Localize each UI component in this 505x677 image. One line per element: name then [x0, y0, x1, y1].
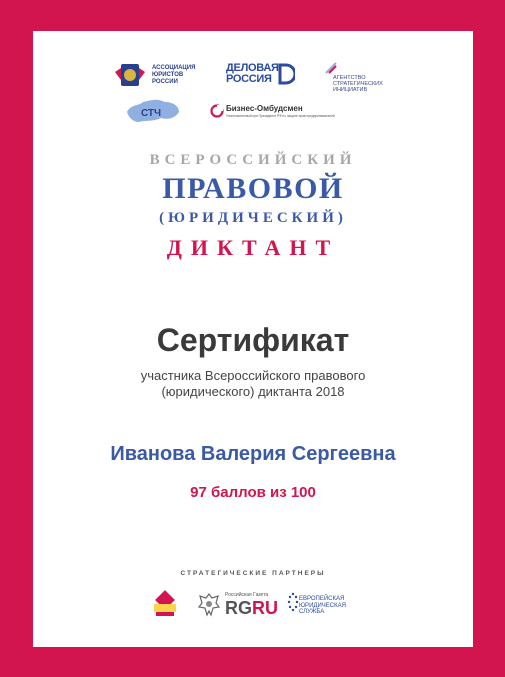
participant-score: 97 баллов из 100 — [190, 484, 316, 501]
rg-logo-rg: RG — [225, 598, 252, 618]
alr-emblem-icon — [111, 62, 149, 88]
title-line-3: (ЮРИДИЧЕСКИЙ) — [159, 210, 347, 226]
asi-logo-text: АГЕНТСТВО СТРАТЕГИЧЕСКИХ ИНИЦИАТИВ — [333, 75, 383, 93]
partner-logo-icon — [150, 590, 180, 620]
delovaya-rossiya-mark-icon — [277, 63, 295, 85]
delovaya-rossiya-logo-text: ДЕЛОВАЯ РОССИЯ — [226, 62, 279, 85]
rg-small-text: Российская Газета — [225, 592, 269, 598]
participant-name: Иванова Валерия Сергеевна — [110, 443, 396, 465]
biz-ombudsman-title: Бизнес-Омбудсмен — [226, 104, 303, 113]
biz-ombudsman-subtitle: Уполномоченный при Президенте РФ по защите прав предпринимателей — [226, 114, 335, 118]
certificate-sheet — [33, 31, 473, 647]
rg-logo — [225, 599, 278, 617]
russian-eagle-icon — [197, 591, 221, 619]
certificate-description: участника Всероссийского правового (юридического) диктанта 2018 — [140, 368, 366, 399]
stch-map-icon — [125, 96, 181, 126]
stch-logo-text: СТЧ — [140, 108, 162, 119]
eu-logo-text: ЕВРОПЕЙСКАЯ ЮРИДИЧЕСКАЯ СЛУЖБА — [299, 596, 346, 615]
title-line-2: ПРАВОВОЙ — [162, 172, 344, 205]
rg-logo-ru: RU — [252, 598, 278, 618]
partners-heading: СТРАТЕГИЧЕСКИЕ ПАРТНЕРЫ — [180, 570, 326, 577]
biz-ombudsman-icon — [210, 104, 224, 118]
asi-logo-icon — [324, 61, 338, 75]
title-line-1: ВСЕРОССИЙСКИЙ — [149, 152, 357, 168]
alr-logo-text: АССОЦИАЦИЯ ЮРИСТОВ РОССИИ — [152, 65, 196, 85]
eu-stars-icon — [287, 591, 299, 621]
title-line-4: ДИКТАНТ — [166, 235, 340, 260]
certificate-heading: Сертификат — [156, 322, 350, 358]
